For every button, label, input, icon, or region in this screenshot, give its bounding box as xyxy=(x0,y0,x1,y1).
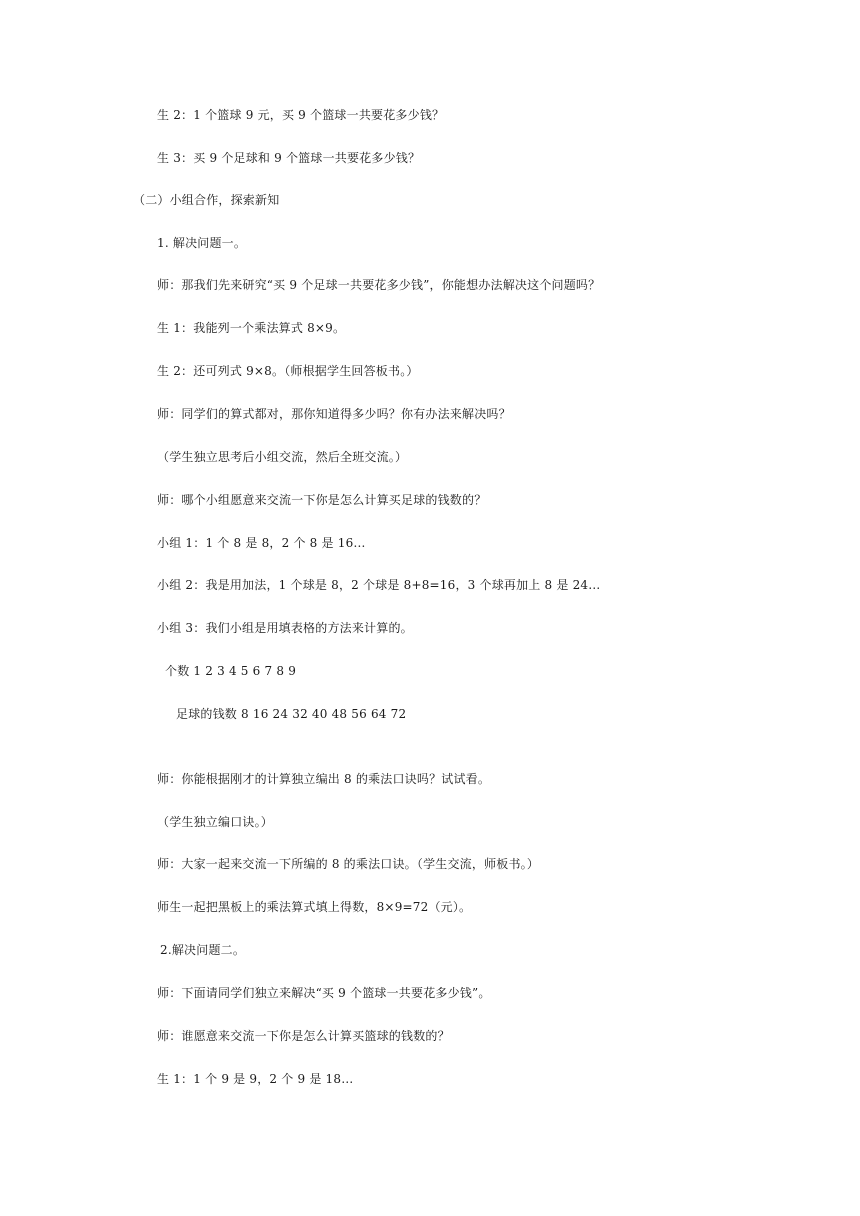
subsection-heading: 2.解决问题二。 xyxy=(160,943,246,957)
text-line: 师：谁愿意来交流一下你是怎么计算买篮球的钱数的？ xyxy=(157,1029,450,1043)
text-line: 师：同学们的算式都对，那你知道得多少吗？你有办法来解决吗？ xyxy=(157,407,511,421)
text-line: 生 3：买 9 个足球和 9 个篮球一共要花多少钱？ xyxy=(157,151,421,165)
text-line: 师：你能根据刚才的计算独立编出 8 的乘法口诀吗？试试看。 xyxy=(157,772,491,786)
text-line: 师：大家一起来交流一下所编的 8 的乘法口诀。（学生交流，师板书。） xyxy=(157,857,540,871)
text-line: 生 1：我能列一个乘法算式 8×9。 xyxy=(157,321,346,335)
text-line: 师：下面请同学们独立来解决“买 9 个篮球一共要花多少钱”。 xyxy=(157,986,491,1000)
text-line: 生 1：1 个 9 是 9，2 个 9 是 18… xyxy=(157,1072,354,1086)
text-line: 生 2：还可列式 9×8。（师根据学生回答板书。） xyxy=(157,364,419,378)
table-row-money: 足球的钱数 8 16 24 32 40 48 56 64 72 xyxy=(176,707,407,721)
text-line: （学生独立编口诀。） xyxy=(157,815,274,829)
text-line: 生 2：1 个篮球 9 元，买 9 个篮球一共要花多少钱？ xyxy=(157,108,445,122)
text-line: 小组 1：1 个 8 是 8，2 个 8 是 16… xyxy=(157,536,366,550)
subsection-heading: 1. 解决问题一。 xyxy=(157,236,247,250)
section-heading: （二）小组合作，探索新知 xyxy=(133,193,280,207)
text-line: 师：那我们先来研究“买 9 个足球一共要花多少钱”，你能想办法解决这个问题吗？ xyxy=(157,278,601,292)
table-row-count: 个数 1 2 3 4 5 6 7 8 9 xyxy=(165,664,297,678)
text-line: 师生一起把黑板上的乘法算式填上得数，8×9=72（元）。 xyxy=(157,900,472,914)
text-line: 师：哪个小组愿意来交流一下你是怎么计算买足球的钱数的？ xyxy=(157,493,487,507)
text-line: 小组 3：我们小组是用填表格的方法来计算的。 xyxy=(157,621,413,635)
text-line: （学生独立思考后小组交流，然后全班交流。） xyxy=(157,450,408,464)
text-line: 小组 2：我是用加法，1 个球是 8，2 个球是 8+8=16，3 个球再加上 8 是 24… xyxy=(157,578,601,592)
